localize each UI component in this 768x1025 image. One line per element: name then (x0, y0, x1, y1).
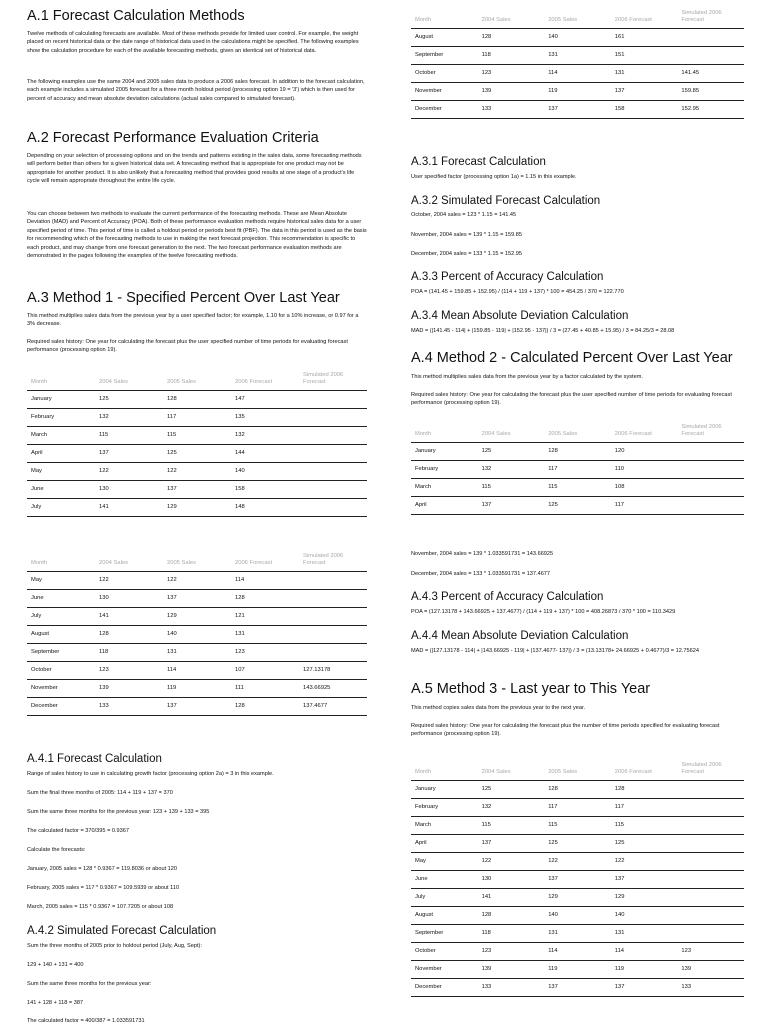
table-row (27, 698, 367, 716)
table-cell: 133 (478, 101, 545, 119)
table-cell: 123 (231, 644, 299, 662)
table-cell: 119 (544, 961, 611, 979)
table-cell (677, 497, 744, 515)
table-cell: 117 (163, 409, 231, 427)
column-header: 2006 Forecast (611, 10, 678, 29)
table-cell: March (411, 479, 478, 497)
table-cell: December (411, 101, 478, 119)
table-cell: 158 (611, 101, 678, 119)
a4-2-line-3: Sum the same three months for the previous year: (27, 981, 152, 987)
table-cell: March (27, 427, 95, 445)
table-cell: 120 (611, 443, 678, 461)
table-cell (299, 427, 367, 445)
heading-a4-3: A.4.3 Percent of Accuracy Calculation (411, 591, 604, 603)
table-cell: 135 (231, 409, 299, 427)
table-cell: 141 (478, 889, 545, 907)
table-cell (677, 853, 744, 871)
a3-2-line-1: October, 2004 sales = 123 * 1.15 = 141.45 (411, 212, 517, 218)
table-cell (677, 461, 744, 479)
table-cell: 143.66925 (299, 680, 367, 698)
table-cell: August (411, 29, 478, 47)
table-cell: 117 (544, 461, 611, 479)
heading-a3-3: A.3.3 Percent of Accuracy Calculation (411, 271, 604, 283)
table-cell (677, 781, 744, 799)
table-cell: January (411, 781, 478, 799)
table-cell: 137 (544, 979, 611, 997)
table-cell: 131 (163, 644, 231, 662)
table-cell: 128 (544, 781, 611, 799)
table-cell: 140 (231, 463, 299, 481)
column-header: Simulated 2006 Forecast (299, 553, 367, 572)
table-cell: 128 (95, 626, 163, 644)
table-cell: 108 (611, 479, 678, 497)
table-cell: 122 (95, 463, 163, 481)
table-row (411, 853, 744, 871)
table-cell: August (27, 626, 95, 644)
table-cell (677, 443, 744, 461)
table-header-row (411, 424, 744, 443)
column-header: Month (411, 424, 478, 443)
table-cell: 139 (677, 961, 744, 979)
table-cell: 137 (544, 101, 611, 119)
table-cell: June (411, 871, 478, 889)
table-cell: July (27, 608, 95, 626)
table-cell (299, 445, 367, 463)
table-cell: 122 (478, 853, 545, 871)
table-cell: 128 (478, 907, 545, 925)
table-cell: 159.85 (677, 83, 744, 101)
table-row (27, 391, 367, 409)
table-cell: April (411, 835, 478, 853)
column-header: 2005 Sales (163, 553, 231, 572)
table-row (411, 943, 744, 961)
table-row (27, 572, 367, 590)
table-cell: 128 (231, 590, 299, 608)
table-cell: 119 (611, 961, 678, 979)
a3-paragraph-2: Required sales history: One year for calculating the forecast plus the user specified number of time periods for evaluating forecast performance (processing option 19). (27, 339, 348, 354)
a4-4-text: MAD = (|127.13178 - 114| + |143.66925 - 119| + |137.4677- 137|) / 3 = (13.13178+ 24.66925 + 0.4677)/3 = 12.75624 (411, 648, 699, 654)
a4-2-result-december: December, 2004 sales = 133 * 1.033591731 = 137.4677 (411, 571, 551, 577)
column-header: 2004 Sales (95, 372, 163, 391)
heading-a3-1: A.3.1 Forecast Calculation (411, 156, 546, 168)
table-row (27, 481, 367, 499)
column-header: 2006 Forecast (231, 372, 299, 391)
table-cell (677, 799, 744, 817)
table-row (27, 662, 367, 680)
table-cell (677, 817, 744, 835)
column-header: 2005 Sales (544, 762, 611, 781)
table-cell: 141 (95, 499, 163, 517)
table-cell (677, 907, 744, 925)
table-cell (677, 479, 744, 497)
table-row (411, 65, 744, 83)
table-cell: 133 (478, 979, 545, 997)
column-header: 2006 Forecast (231, 553, 299, 572)
table-cell (677, 925, 744, 943)
table-cell: 137 (163, 698, 231, 716)
table-cell: 137 (163, 481, 231, 499)
table-cell: 115 (478, 479, 545, 497)
table-row (411, 29, 744, 47)
table-cell: 129 (163, 608, 231, 626)
table-cell: 137 (478, 835, 545, 853)
table-cell: November (27, 680, 95, 698)
table-row (27, 409, 367, 427)
table-cell: July (411, 889, 478, 907)
table-cell: September (27, 644, 95, 662)
table-cell: May (27, 572, 95, 590)
table-cell: 119 (163, 680, 231, 698)
table-cell: 151 (611, 47, 678, 65)
table-cell: 152.95 (677, 101, 744, 119)
table-cell: July (27, 499, 95, 517)
table-cell: 125 (478, 443, 545, 461)
table-cell (677, 47, 744, 65)
table-cell: 114 (611, 943, 678, 961)
table-cell: 132 (478, 461, 545, 479)
heading-a2: A.2 Forecast Performance Evaluation Criteria (27, 130, 319, 146)
table-cell: January (411, 443, 478, 461)
table-cell: March (411, 817, 478, 835)
table-cell: 118 (95, 644, 163, 662)
table-cell: 141.45 (677, 65, 744, 83)
table-cell: 130 (95, 590, 163, 608)
heading-a4-2: A.4.2 Simulated Forecast Calculation (27, 925, 217, 937)
table-cell: 117 (611, 799, 678, 817)
table-cell: 158 (231, 481, 299, 499)
table-cell (299, 391, 367, 409)
table-cell: 114 (544, 943, 611, 961)
table-cell: 133 (677, 979, 744, 997)
a3-2-line-2: November, 2004 sales = 139 * 1.15 = 159.85 (411, 232, 523, 238)
table-cell: 128 (478, 29, 545, 47)
a4-2-result-november: November, 2004 sales = 139 * 1.033591731 = 143.66925 (411, 551, 554, 557)
table-cell: 137 (95, 445, 163, 463)
table-cell: 117 (611, 497, 678, 515)
table-row (411, 443, 744, 461)
table-cell: 141 (95, 608, 163, 626)
table-cell: 137 (478, 497, 545, 515)
table-row (27, 644, 367, 662)
a3-4-text: MAD = (|141.45 - 114| + |159.85 - 119| + |152.95 - 137|) / 3 = (27.45 + 40.85 + 15.95) / 3 = 84.25/3 = 28.08 (411, 328, 675, 334)
a5-paragraph-1: This method copies sales data from the previous year to the next year. (411, 705, 586, 711)
table-cell: 132 (231, 427, 299, 445)
column-header: Simulated 2006 Forecast (677, 762, 744, 781)
a2-paragraph-2: You can choose between two methods to evaluate the current performance of the forecasting methods. These are Mean Absolute Deviation (MAD) and Percent of Accuracy (POA). Both of these performance evaluation methods require historical sales data for a user specified period of time. This period of time is called a holdout period or periods best fit (PBF). The data in this period is used as the basis for recommending which of the forecasting methods to use in making the next forecast projection. This recommendation is specific to each product, and may change from one forecast generation to the next. The two forecast performance evaluation methods are demonstrated in the pages following the examples of the twelve forecasting methods. (27, 211, 367, 260)
table-cell: 122 (611, 853, 678, 871)
table-cell (677, 29, 744, 47)
table-cell: 161 (611, 29, 678, 47)
table-cell: June (27, 590, 95, 608)
a4-1-line-6: January, 2005 sales = 128 * 0.9367 = 119.8036 or about 120 (27, 866, 178, 872)
table-cell: 128 (163, 391, 231, 409)
table-cell (299, 608, 367, 626)
table-cell: November (411, 83, 478, 101)
table-cell (299, 590, 367, 608)
table-row (411, 817, 744, 835)
table-cell (299, 626, 367, 644)
column-header: 2005 Sales (163, 372, 231, 391)
table-cell: 118 (478, 47, 545, 65)
table-cell: 131 (544, 925, 611, 943)
table-cell: 131 (544, 47, 611, 65)
table-cell: 139 (95, 680, 163, 698)
table-cell: December (411, 979, 478, 997)
column-header: 2006 Forecast (611, 424, 678, 443)
table-cell: April (27, 445, 95, 463)
a4-3-text: POA = (127.13178 + 143.66925 + 137.4677) / (114 + 119 + 137) * 100 = 408.26873 / 370 * 100 = 110.3429 (411, 609, 676, 615)
column-header: 2004 Sales (478, 762, 545, 781)
table-cell: 140 (544, 907, 611, 925)
table-header-row (27, 372, 367, 391)
table-cell (677, 889, 744, 907)
column-header: 2005 Sales (544, 424, 611, 443)
table-cell: May (411, 853, 478, 871)
a5-paragraph-2: Required sales history: One year for calculating the forecast plus the number of time periods specified for evaluating forecast performance (processing option 19). (411, 723, 720, 738)
table-cell: February (411, 799, 478, 817)
table-row (411, 907, 744, 925)
table-cell: 137 (163, 590, 231, 608)
table-row (411, 799, 744, 817)
table-cell: October (411, 943, 478, 961)
table-cell: 125 (611, 835, 678, 853)
a2-paragraph-1: Depending on your selection of processing options and on the trends and patterns existing in the sales data, some forecasting methods will perform better than others for a given historical data set. A forecasting method that is appropriate for one product may not be appropriate for another product. It is also unlikely that a forecasting method that provides good results at one stage of a product's life cycle will remain appropriate throughout the entire life cycle. (27, 153, 362, 185)
table-cell: 128 (231, 698, 299, 716)
table-cell: 137.4677 (299, 698, 367, 716)
table-cell: 115 (95, 427, 163, 445)
a3-2-line-3: December, 2004 sales = 133 * 1.15 = 152.95 (411, 251, 523, 257)
table-cell: 125 (544, 497, 611, 515)
column-header: 2004 Sales (478, 10, 545, 29)
table-row (411, 47, 744, 65)
table-row (27, 680, 367, 698)
table-cell: 114 (231, 572, 299, 590)
column-header: Month (27, 372, 95, 391)
table-cell: 132 (478, 799, 545, 817)
table-cell: 125 (478, 781, 545, 799)
a4-2-line-2: 129 + 140 + 131 = 400 (27, 962, 84, 968)
table-cell: 140 (544, 29, 611, 47)
a4-paragraph-1: This method multiplies sales data from the previous year by a factor calculated by the system. (411, 374, 643, 380)
table-cell: 137 (611, 979, 678, 997)
table-header-row (411, 10, 744, 29)
table-cell: 130 (478, 871, 545, 889)
a3-1-text: User specified factor (processing option 1a) = 1.15 in this example. (411, 174, 577, 180)
a4-2-line-5: The calculated factor = 400/387 = 1.033591731 (27, 1018, 145, 1024)
table-cell: 125 (544, 835, 611, 853)
table-cell: 115 (478, 817, 545, 835)
table-cell: 111 (231, 680, 299, 698)
table-row (27, 445, 367, 463)
table-cell: September (411, 47, 478, 65)
table-cell: September (411, 925, 478, 943)
table-row (411, 925, 744, 943)
table-row (411, 497, 744, 515)
table-cell: November (411, 961, 478, 979)
table-cell: 123 (95, 662, 163, 680)
table-cell: 139 (478, 83, 545, 101)
table-cell: 122 (544, 853, 611, 871)
heading-a4: A.4 Method 2 - Calculated Percent Over Last Year (411, 350, 733, 366)
a4-2-line-1: Sum the three months of 2005 prior to holdout period (July, Aug, Sept): (27, 943, 202, 949)
table-cell: 122 (163, 572, 231, 590)
table-cell (299, 572, 367, 590)
table-cell: 122 (95, 572, 163, 590)
table-row (27, 427, 367, 445)
table-cell: 132 (95, 409, 163, 427)
table-cell: 147 (231, 391, 299, 409)
table-cell: 115 (544, 817, 611, 835)
column-header: 2004 Sales (478, 424, 545, 443)
column-header: Month (411, 762, 478, 781)
table-cell: 122 (163, 463, 231, 481)
a4-1-line-5: Calculate the forecasts: (27, 847, 86, 853)
table-cell: 140 (611, 907, 678, 925)
table-cell (299, 644, 367, 662)
table-cell: April (411, 497, 478, 515)
a4-1-line-7: February, 2005 sales = 117 * 0.9367 = 109.5939 or about 110 (27, 885, 180, 891)
heading-a4-1: A.4.1 Forecast Calculation (27, 753, 162, 765)
table-cell: 107 (231, 662, 299, 680)
a4-1-line-2: Sum the final three months of 2005: 114 + 119 + 137 = 370 (27, 790, 173, 796)
table-cell (299, 499, 367, 517)
table-row (411, 835, 744, 853)
table-cell: 128 (611, 781, 678, 799)
table-cell: 129 (611, 889, 678, 907)
a4-2-line-4: 141 + 128 + 118 = 387 (27, 1000, 84, 1006)
table-cell: 137 (611, 83, 678, 101)
table-cell: 114 (163, 662, 231, 680)
table-cell: 131 (611, 925, 678, 943)
table-cell: 123 (478, 65, 545, 83)
table-cell: 148 (231, 499, 299, 517)
table-row (27, 463, 367, 481)
table-cell: 137 (544, 871, 611, 889)
table-cell (299, 481, 367, 499)
table-row (27, 499, 367, 517)
table-cell: October (27, 662, 95, 680)
table-header-row (27, 553, 367, 572)
table-cell: June (27, 481, 95, 499)
table-cell: 144 (231, 445, 299, 463)
table-cell: February (27, 409, 95, 427)
table-cell (299, 409, 367, 427)
table-cell: August (411, 907, 478, 925)
table-cell: 115 (544, 479, 611, 497)
column-header: Month (411, 10, 478, 29)
column-header: 2005 Sales (544, 10, 611, 29)
table-cell: 131 (231, 626, 299, 644)
table-row (27, 626, 367, 644)
a4-1-line-3: Sum the same three months for the previous year: 123 + 139 + 133 = 395 (27, 809, 210, 815)
table-cell (677, 835, 744, 853)
heading-a1: A.1 Forecast Calculation Methods (27, 8, 245, 24)
table-cell (299, 463, 367, 481)
table-header-row (411, 762, 744, 781)
column-header: Month (27, 553, 95, 572)
table-cell: 123 (478, 943, 545, 961)
table-cell: 114 (544, 65, 611, 83)
table-cell (677, 871, 744, 889)
table-cell: 115 (163, 427, 231, 445)
table-row (411, 479, 744, 497)
a3-3-text: POA = (141.45 + 159.85 + 152.95) / (114 + 119 + 137) * 100 = 454.25 / 370 = 122.770 (411, 289, 624, 295)
column-header: 2004 Sales (95, 553, 163, 572)
table-cell: 128 (544, 443, 611, 461)
column-header: Simulated 2006 Forecast (677, 10, 744, 29)
table-cell: 119 (544, 83, 611, 101)
table-row (411, 961, 744, 979)
table-cell: 133 (95, 698, 163, 716)
table-row (411, 979, 744, 997)
table-row (411, 101, 744, 119)
heading-a3-4: A.3.4 Mean Absolute Deviation Calculation (411, 310, 629, 322)
column-header: 2006 Forecast (611, 762, 678, 781)
table-cell: 110 (611, 461, 678, 479)
table-cell: 129 (163, 499, 231, 517)
table-cell: 137 (611, 871, 678, 889)
column-header: Simulated 2006 Forecast (677, 424, 744, 443)
table-cell: 117 (544, 799, 611, 817)
table-cell: 115 (611, 817, 678, 835)
table-cell: 125 (163, 445, 231, 463)
a4-1-line-1: Range of sales history to use in calculating growth factor (processing option 2a) = 3 in this example. (27, 771, 274, 777)
heading-a3: A.3 Method 1 - Specified Percent Over Last Year (27, 290, 340, 306)
a4-1-line-4: The calculated factor = 370/395 = 0.9367 (27, 828, 130, 834)
sales-table-a3-part1 (27, 372, 367, 517)
table-cell: February (411, 461, 478, 479)
table-cell: 123 (677, 943, 744, 961)
a4-1-line-8: March, 2005 sales = 115 * 0.9367 = 107.7205 or about 108 (27, 904, 174, 910)
table-cell: 118 (478, 925, 545, 943)
sales-table-a4-part2 (27, 553, 367, 716)
heading-a3-2: A.3.2 Simulated Forecast Calculation (411, 195, 601, 207)
table-cell: 121 (231, 608, 299, 626)
heading-a4-4: A.4.4 Mean Absolute Deviation Calculation (411, 630, 629, 642)
table-cell: 125 (95, 391, 163, 409)
sales-table-a3-part2 (411, 10, 744, 119)
table-cell: 127.13178 (299, 662, 367, 680)
table-cell: 140 (163, 626, 231, 644)
table-row (411, 461, 744, 479)
table-cell: 131 (611, 65, 678, 83)
table-row (27, 608, 367, 626)
sales-table-a4-part1 (411, 424, 744, 515)
a3-paragraph-1: This method multiplies sales data from the previous year by a user specified factor; for example, 1.10 for a 10% increase, or 0.97 for a 3% decrease. (27, 313, 359, 328)
sales-table-a5 (411, 762, 744, 997)
table-cell: 139 (478, 961, 545, 979)
table-row (411, 83, 744, 101)
table-cell: January (27, 391, 95, 409)
table-cell: October (411, 65, 478, 83)
table-row (411, 781, 744, 799)
table-cell: 130 (95, 481, 163, 499)
table-cell: May (27, 463, 95, 481)
table-row (27, 590, 367, 608)
a1-paragraph-1: Twelve methods of calculating forecasts are available. Most of these methods provide for limited user control. For example, the weight placed on recent historical data or the date range of historical data used in the calculations might be specified. The following examples show the calculation procedure for each of the available forecasting methods, given an identical set of historical data. (27, 31, 359, 54)
table-cell: December (27, 698, 95, 716)
column-header: Simulated 2006 Forecast (299, 372, 367, 391)
a4-paragraph-2: Required sales history: One year for calculating the forecast plus the user specified number of time periods for evaluating forecast performance (processing option 19). (411, 392, 732, 407)
heading-a5: A.5 Method 3 - Last year to This Year (411, 681, 651, 697)
table-cell: 129 (544, 889, 611, 907)
a1-paragraph-2: The following examples use the same 2004 and 2005 sales data to produce a 2006 sales forecast. In addition to the forecast calculation, each example includes a simulated 2005 forecast for a three month holdout period (processing option 19 = '3') which is then used for percent of accuracy and mean absolute deviation calculations (actual sales compared to simulated forecast). (27, 79, 365, 102)
table-row (411, 871, 744, 889)
table-row (411, 889, 744, 907)
